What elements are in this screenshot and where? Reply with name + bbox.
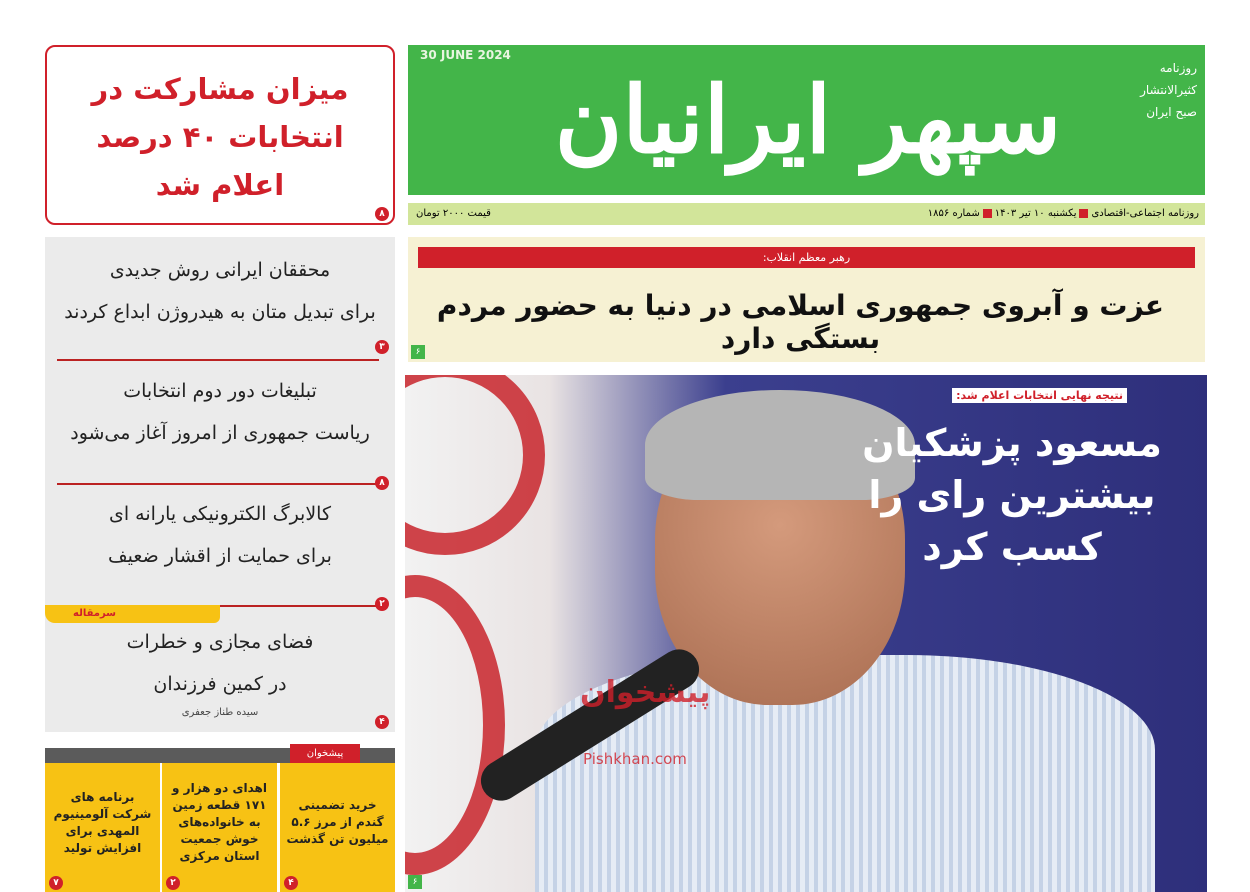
briefs-tab: پیشخوان (290, 744, 360, 764)
main-kicker: نتیجه نهایی انتخابات اعلام شد: (952, 388, 1127, 403)
tagline (1140, 57, 1197, 123)
page-number: ۲ (166, 876, 180, 890)
page-number: ۸ (375, 207, 389, 221)
watermark-url: Pishkhan.com (583, 750, 687, 768)
flag-stripe (405, 575, 505, 875)
side-story[interactable] (45, 493, 395, 577)
brief-text: اهدای دو هزار و ۱۷۱ قطعه زمین به خانواده‌های خوش جمعیت استان مرکزی (172, 781, 267, 863)
separator-square (983, 209, 992, 218)
page-number: ۲ (375, 597, 389, 611)
headline-line: مسعود پزشکیان (862, 421, 1162, 465)
story-line: کالابرگ الکترونیکی یارانه ای (108, 503, 332, 525)
tagline-line: کثیرالانتشار (1140, 83, 1197, 97)
headline-line: اعلام شد (155, 168, 285, 202)
headline-line: بیشترین رای را (868, 473, 1156, 517)
brief-item[interactable] (162, 763, 277, 892)
editorial-story[interactable] (45, 621, 395, 705)
separator-square (1079, 209, 1088, 218)
page-number: ۶ (411, 345, 425, 359)
issue-number: شماره ۱۸۵۶ (927, 208, 980, 219)
headline-line: کسب کرد (922, 525, 1102, 569)
tagline-line: روزنامه (1159, 61, 1197, 75)
main-headline (852, 417, 1172, 573)
headline-line: انتخابات ۴۰ درصد (96, 120, 344, 154)
issue-info-strip (408, 203, 1205, 225)
story-line: برای تبدیل متان به هیدروژن ابداع کردند (64, 301, 376, 323)
brief-text: خرید تضمینی گندم از مرز ۵.۶ میلیون تن گذشت (286, 798, 389, 846)
headline-box-turnout[interactable] (45, 45, 395, 225)
masthead (408, 45, 1205, 195)
page-number: ۴ (375, 715, 389, 729)
page-number: ۸ (375, 476, 389, 490)
page-number: ۳ (375, 340, 389, 354)
issue-date: 30 JUNE 2024 (420, 48, 511, 62)
divider (57, 483, 379, 485)
page-number: ۴ (284, 876, 298, 890)
headline-line: میزان مشارکت در (91, 72, 349, 106)
side-story[interactable] (45, 370, 395, 454)
brief-text: برنامه های شرکت آلومینیوم المهدی برای افزایش تولید (53, 789, 152, 855)
issue-day: یکشنبه ۱۰ تیر ۱۴۰۳ (994, 208, 1077, 219)
leader-quote-story[interactable] (408, 237, 1205, 362)
editorial-author: سیده طناز جعفری (181, 707, 259, 718)
editorial-label-text: سرمقاله (73, 608, 117, 619)
pishkhan-briefs (45, 748, 395, 892)
side-column (45, 237, 395, 732)
page-number: ۷ (49, 876, 63, 890)
paper-type: روزنامه اجتماعی-اقتصادی (1091, 208, 1199, 219)
story-line: محققان ایرانی روش جدیدی (109, 259, 331, 281)
quote-headline: عزت و آبروی جمهوری اسلامی در دنیا به حضور مردم بستگی دارد (436, 289, 1165, 355)
divider (57, 359, 379, 361)
newspaper-logo: سپهر ایرانیان (554, 66, 1062, 174)
watermark: پیشخوان (580, 675, 711, 710)
brief-item[interactable] (45, 763, 160, 892)
price: قیمت ۲۰۰۰ تومان (416, 208, 491, 219)
brief-item[interactable] (280, 763, 395, 892)
story-line: فضای مجازی و خطرات (126, 631, 314, 653)
story-line: برای حمایت از اقشار ضعیف (108, 545, 332, 567)
main-story[interactable] (405, 375, 1207, 892)
quote-kicker: رهبر معظم انقلاب: (418, 247, 1195, 268)
story-line: ریاست جمهوری از امروز آغاز می‌شود (70, 422, 370, 444)
story-line: در کمین فرزندان (153, 673, 287, 695)
side-story[interactable] (45, 249, 395, 333)
flag-stripe (405, 375, 545, 555)
story-line: تبلیغات دور دوم انتخابات (123, 380, 317, 402)
tagline-line: صبح ایران (1146, 105, 1197, 119)
page-number: ۶ (408, 875, 422, 889)
